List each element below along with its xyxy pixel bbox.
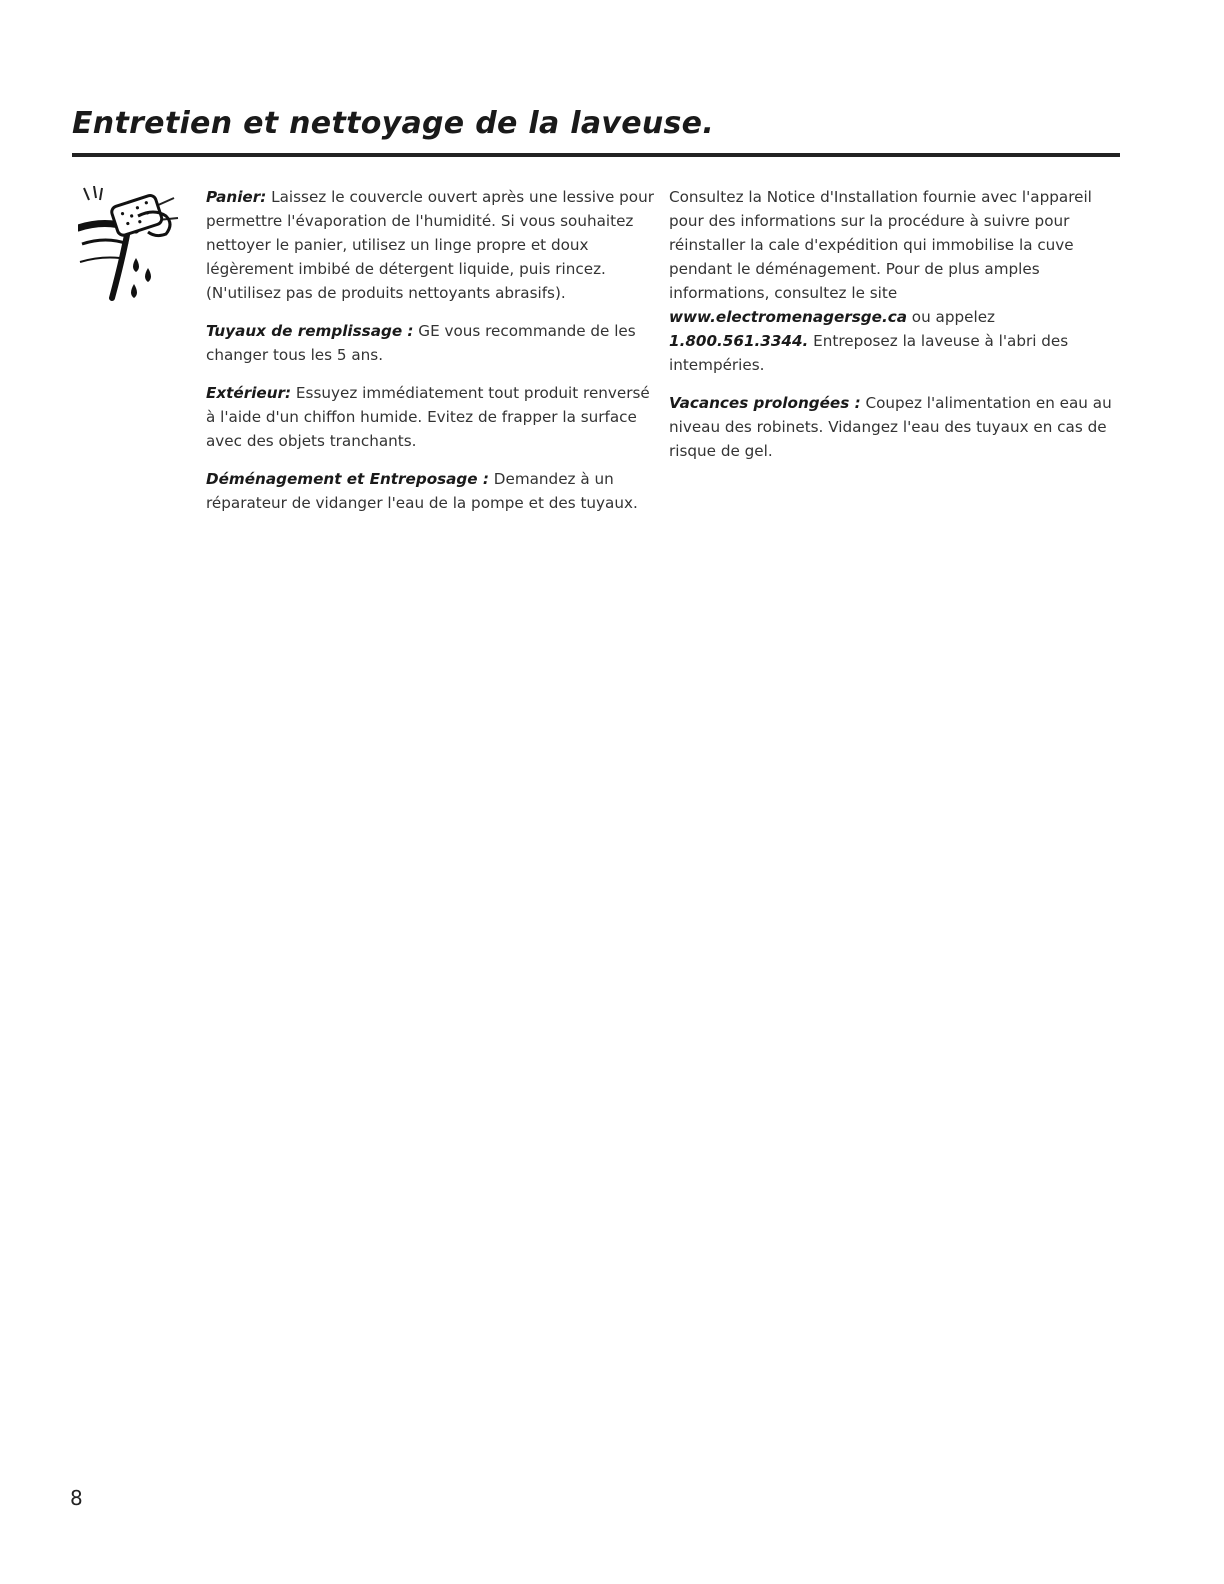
consultez-text-middle: ou appelez [906, 308, 996, 326]
page-title: Entretien et nettoyage de la laveuse. [72, 106, 715, 141]
consultez-paragraph [669, 185, 1124, 377]
consultez-text-before: Consultez la Notice d'Installation fournie avec l'appareil pour des informations sur la procédure à suivre pour réinstaller la cale d'expédition qui immobilise la cuve pendant le déménagement. Pour de plus amples informations, consultez le site [669, 188, 1092, 302]
phone-number: 1.800.561.3344. [669, 332, 809, 350]
demenagement-paragraph [206, 467, 656, 515]
demenagement-label: Déménagement et Entreposage : [206, 470, 489, 488]
vacances-text: Coupez l'alimentation en eau au niveau des robinets. Vidangez l'eau des tuyaux en cas de risque de gel. [669, 394, 1112, 460]
panier-label: Panier: [206, 188, 267, 206]
vacances-paragraph [669, 391, 1124, 463]
panier-text: Laissez le couvercle ouvert après une lessive pour permettre l'évaporation de l'humidité. Si vous souhaitez nettoyer le panier, utilisez un linge propre et doux légèrement imbibé de détergent liquide, puis rincez. (N'utilisez pas de produits nettoyants abrasifs). [206, 188, 654, 302]
page-number: 8 [70, 1486, 83, 1510]
panier-paragraph [206, 185, 656, 305]
tuyaux-paragraph [206, 319, 656, 367]
right-column [669, 185, 1124, 477]
consultez-text-after: Entreposez la laveuse à l'abri des intempéries. [669, 332, 1069, 374]
exterieur-paragraph [206, 381, 656, 453]
title-divider [72, 153, 1120, 157]
tuyaux-label: Tuyaux de remplissage : [206, 322, 414, 340]
sponge-cleaning-basket-icon [78, 186, 188, 306]
tuyaux-text: GE vous recommande de les changer tous les 5 ans. [206, 322, 636, 364]
demenagement-text: Demandez à un réparateur de vidanger l'eau de la pompe et des tuyaux. [206, 470, 638, 512]
website-link[interactable]: www.electromenagersge.ca [669, 308, 907, 326]
left-column [206, 185, 656, 529]
exterieur-label: Extérieur: [206, 384, 292, 402]
exterieur-text: Essuyez immédiatement tout produit renversé à l'aide d'un chiffon humide. Evitez de frapper la surface avec des objets tranchants. [206, 384, 650, 450]
vacances-label: Vacances prolongées : [669, 394, 861, 412]
